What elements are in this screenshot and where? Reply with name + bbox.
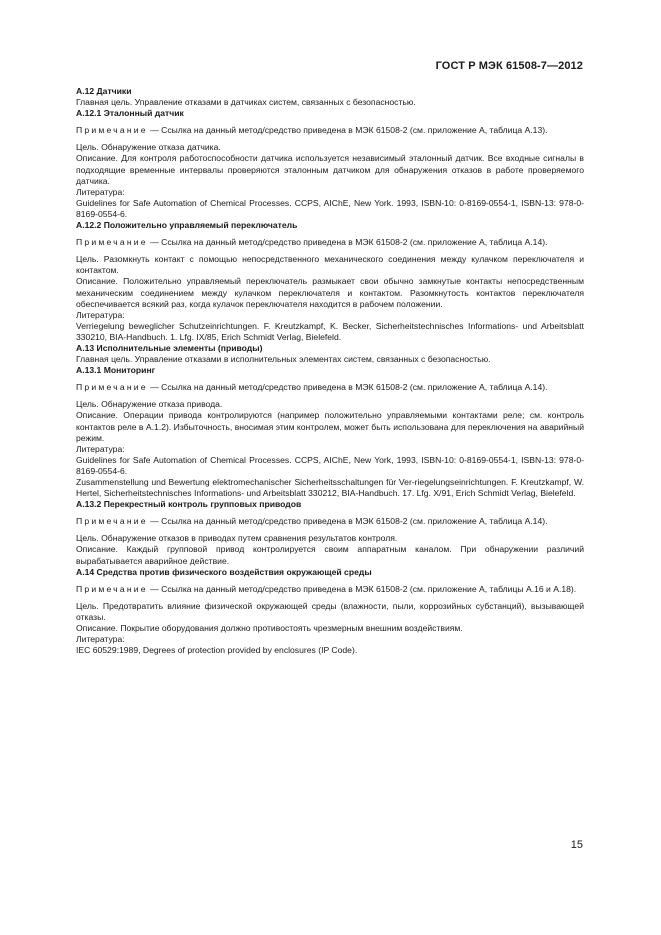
- goal-paragraph: Цель. Разомкнуть контакт с помощью непосредственного механического соединения между кулачком переключателя и контактом.: [76, 254, 584, 276]
- section-goal: Главная цель. Управление отказами в датчиках систем, связанных с безопасностью.: [76, 97, 416, 108]
- section-title-a12-1: А.12.1 Эталонный датчик: [76, 108, 184, 119]
- note-paragraph: [76, 237, 584, 248]
- literature-reference: IEC 60529:1989, Degrees of protection provided by enclosures (IP Code).: [76, 645, 358, 656]
- literature-label: Литература:: [76, 443, 125, 454]
- note-text: — Ссылка на данный метод/средство приведена в МЭК 61508-2 (см. приложение А, таблица А.14).: [150, 516, 548, 527]
- description-paragraph: Описание. Для контроля работоспособности датчика используется независимый эталонный датчик. Все входные сигналы в подходящие временные интервалы проверяются эталонным датчиком для обнаружения отказов в работе проверяемого датчика.: [76, 153, 584, 186]
- note-paragraph: [76, 125, 584, 136]
- note-label: Примечание: [76, 237, 148, 248]
- page-number: 15: [570, 839, 583, 851]
- note-paragraph: [76, 382, 584, 393]
- literature-label: Литература:: [76, 186, 125, 197]
- description-paragraph: Описание. Каждый групповой привод контролируется своим аппаратным каналом. При обнаружении различий вырабатывается аварийное действие.: [76, 544, 584, 566]
- goal-paragraph: Цель. Обнаружение отказа привода.: [76, 399, 223, 410]
- goal-paragraph: Цель. Предотвратить влияние физической окружающей среды (влажности, пыли, коррозийных субстанций), вызывающей отказы.: [76, 600, 584, 622]
- section-title-a13-1: А.13.1 Мониторинг: [76, 365, 156, 376]
- note-paragraph: [76, 516, 584, 527]
- description-paragraph: Описание. Положительно управляемый переключатель размыкает свои обычно замкнутые контакты непосредственным механическим соединением между кулачком переключателя и контактом. Разомкнутость контактов переключателя обеспечивается всякий раз, когда кулачок переключателя находится в рабочем положении.: [76, 276, 584, 309]
- note-text: — Ссылка на данный метод/средство приведена в МЭК 61508-2 (см. приложение А, таблица А.14).: [150, 237, 548, 248]
- note-label: Примечание: [76, 516, 148, 527]
- document-header: ГОСТ Р МЭК 61508-7—2012: [435, 60, 583, 72]
- note-label: Примечание: [76, 125, 148, 136]
- literature-label: Литература:: [76, 309, 125, 320]
- goal-paragraph: Цель. Обнаружение отказа датчика.: [76, 142, 221, 153]
- section-title-a12: А.12 Датчики: [76, 86, 132, 96]
- description-paragraph: Описание. Операции привода контролируются (например положительно управляемыми контактами реле; см. контроль контактов реле в А.1.2). Избыточность, вносимая этим контролем, может быть использована для переключения на аварийный режим.: [76, 410, 584, 443]
- note-text: — Ссылка на данный метод/средство приведена в МЭК 61508-2 (см. приложение А, таблица А.14).: [150, 382, 548, 393]
- note-label: Примечание: [76, 382, 148, 393]
- goal-paragraph: Цель. Обнаружение отказов в приводах путем сравнения результатов контроля.: [76, 533, 398, 544]
- section-goal: Главная цель. Управление отказами в исполнительных элементах систем, связанных с безопасностью.: [76, 354, 491, 365]
- section-title-a13: А.13 Исполнительные элементы (приводы): [76, 342, 263, 353]
- literature-reference: Zusammenstellung und Bewertung elektromechanischer Sicherheitsschaltungen für Ver-riegelungseinrichtungen. F. Kreutzkampf, W. Hertel, Sicherheitstechnisches Informations- und Arbeitsblatt 330212, BIA-Handbuch. 17. Lfg. X/91, Erich Schmidt Verlag, Bielefeld.: [76, 477, 584, 499]
- note-text: — Ссылка на данный метод/средство приведена в МЭК 61508-2 (см. приложение А, таблица А.13).: [150, 125, 548, 136]
- literature-reference: Guidelines for Safe Automation of Chemical Processes. CCPS, AIChE, New York, 1993, ISBN-10: 0-8169-0554-1, ISBN-13: 978-0-8169-0554-6.: [76, 454, 584, 476]
- section-title-a12-2: А.12.2 Положительно управляемый переключатель: [76, 220, 298, 231]
- page-body: [76, 86, 584, 656]
- note-paragraph: [76, 584, 584, 595]
- section-title-a13-2: А.13.2 Перекрестный контроль групповых приводов: [76, 499, 302, 510]
- literature-reference: Guidelines for Safe Automation of Chemical Processes. CCPS, AIChE, New York. 1993, ISBN-10: 0-8169-0554-1, ISBN-13: 978-0-8169-0554-6.: [76, 197, 584, 219]
- note-text: — Ссылка на данный метод/средство приведена в МЭК 61508-2 (см. приложение А, таблицы А.16 и А.18).: [150, 583, 577, 594]
- literature-label: Литература:: [76, 634, 125, 645]
- note-label: Примечание: [76, 583, 148, 594]
- description-paragraph: Описание. Покрытие оборудования должно противостоять чрезмерным внешним воздействиям.: [76, 623, 463, 634]
- literature-reference: Verriegelung beweglicher Schutzeinrichtungen. F. Kreutzkampf, K. Becker, Sicherheitstechnisches Informations- und Arbeitsblatt 330210, BIA-Handbuch. 1. Lfg. IX/85, Erich Schmidt Verlag, Bielefeld.: [76, 320, 584, 342]
- section-title-a14: А.14 Средства против физического воздействия окружающей среды: [76, 566, 372, 577]
